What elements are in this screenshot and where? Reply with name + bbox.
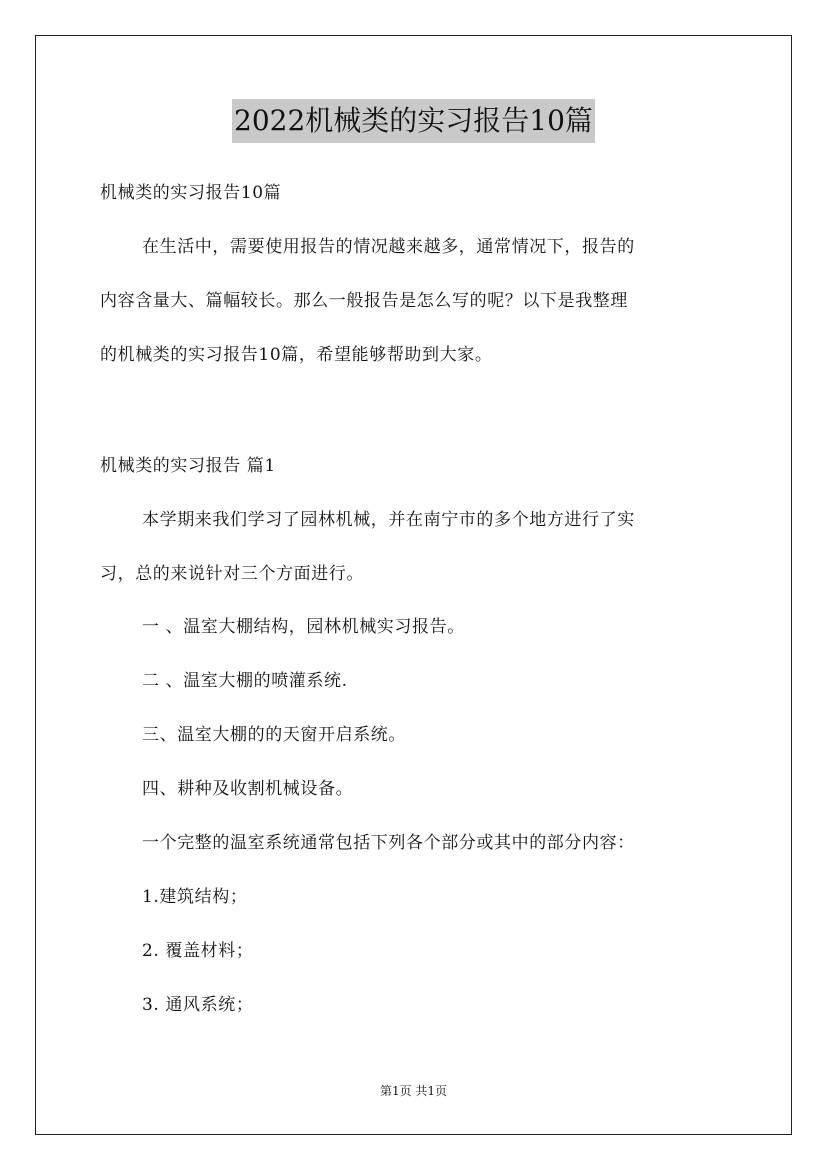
list-item-3: 三、温室大棚的的天窗开启系统。 [142,725,406,745]
numbered-item-3: 3. 通风系统； [142,995,254,1015]
page-footer: 第1页 共1页 [379,1084,448,1098]
document-title: 2022机械类的实习报告10篇 [232,99,595,143]
section-line-2: 习，总的来说针对三个方面进行。 [100,564,364,584]
intro-paragraph-line-1: 在生活中，需要使用报告的情况越来越多，通常情况下，报告的 [142,237,635,257]
section-line-3: 一个完整的温室系统通常包括下列各个部分或其中的部分内容： [142,833,635,853]
section-heading: 机械类的实习报告 篇1 [100,456,276,476]
section-line-1: 本学期来我们学习了园林机械，并在南宁市的多个地方进行了实 [142,510,635,530]
numbered-item-2: 2. 覆盖材料； [142,941,254,961]
intro-paragraph-line-3: 的机械类的实习报告10篇，希望能够帮助到大家。 [100,345,493,365]
list-item-4: 四、耕种及收割机械设备。 [142,779,354,799]
document-subtitle: 机械类的实习报告10篇 [100,183,282,203]
intro-paragraph-line-2: 内容含量大、篇幅较长。那么一般报告是怎么写的呢？以下是我整理 [100,291,628,311]
list-item-1: 一 、温室大棚结构，园林机械实习报告。 [142,617,465,637]
numbered-item-1: 1.建筑结构； [142,887,248,907]
list-item-2: 二 、温室大棚的喷灌系统. [142,671,348,691]
title-container [0,99,827,143]
